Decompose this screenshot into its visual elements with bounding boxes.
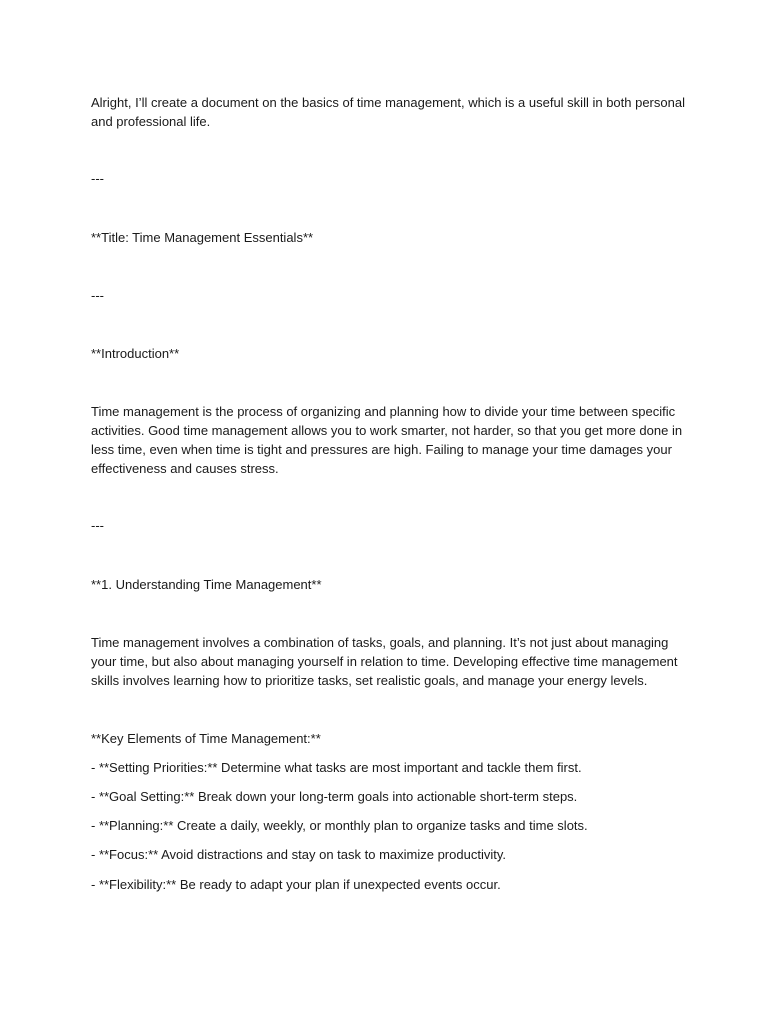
section1-line: your time, but also about managing yourself in relation to time. Developing effective time management	[91, 654, 678, 669]
list-item: - **Setting Priorities:** Determine what tasks are most important and tackle them first.	[91, 760, 582, 775]
intro-paragraph	[91, 93, 691, 131]
document-title: **Title: Time Management Essentials**	[91, 230, 314, 245]
introduction-line: activities. Good time management allows you to work smarter, not harder, so that you get more done in	[91, 423, 683, 438]
introduction-paragraph	[91, 402, 691, 478]
introduction-line: effectiveness and causes stress.	[91, 461, 279, 476]
intro-line: Alright, I’ll create a document on the basics of time management, which is a useful skill in both personal	[91, 95, 685, 110]
intro-line: and professional life.	[91, 114, 211, 129]
section1-line: Time management involves a combination of tasks, goals, and planning. It’s not just about managing	[91, 635, 669, 650]
separator: ---	[91, 518, 104, 533]
section1-line: skills involves learning how to prioritize tasks, set realistic goals, and manage your energy levels.	[91, 673, 648, 688]
list-item: - **Flexibility:** Be ready to adapt your plan if unexpected events occur.	[91, 877, 501, 892]
section1-paragraph	[91, 633, 691, 690]
introduction-line: less time, even when time is tight and pressures are high. Failing to manage your time damages your	[91, 442, 672, 457]
list-item: - **Planning:** Create a daily, weekly, or monthly plan to organize tasks and time slots.	[91, 818, 588, 833]
introduction-line: Time management is the process of organizing and planning how to divide your time between specific	[91, 404, 676, 419]
key-elements-heading: **Key Elements of Time Management:**	[91, 731, 321, 746]
list-item: - **Goal Setting:** Break down your long-term goals into actionable short-term steps.	[91, 789, 578, 804]
section1-heading: **1. Understanding Time Management**	[91, 577, 322, 592]
separator: ---	[91, 171, 104, 186]
introduction-heading: **Introduction**	[91, 346, 180, 361]
list-item: - **Focus:** Avoid distractions and stay on task to maximize productivity.	[91, 847, 506, 862]
separator: ---	[91, 288, 104, 303]
